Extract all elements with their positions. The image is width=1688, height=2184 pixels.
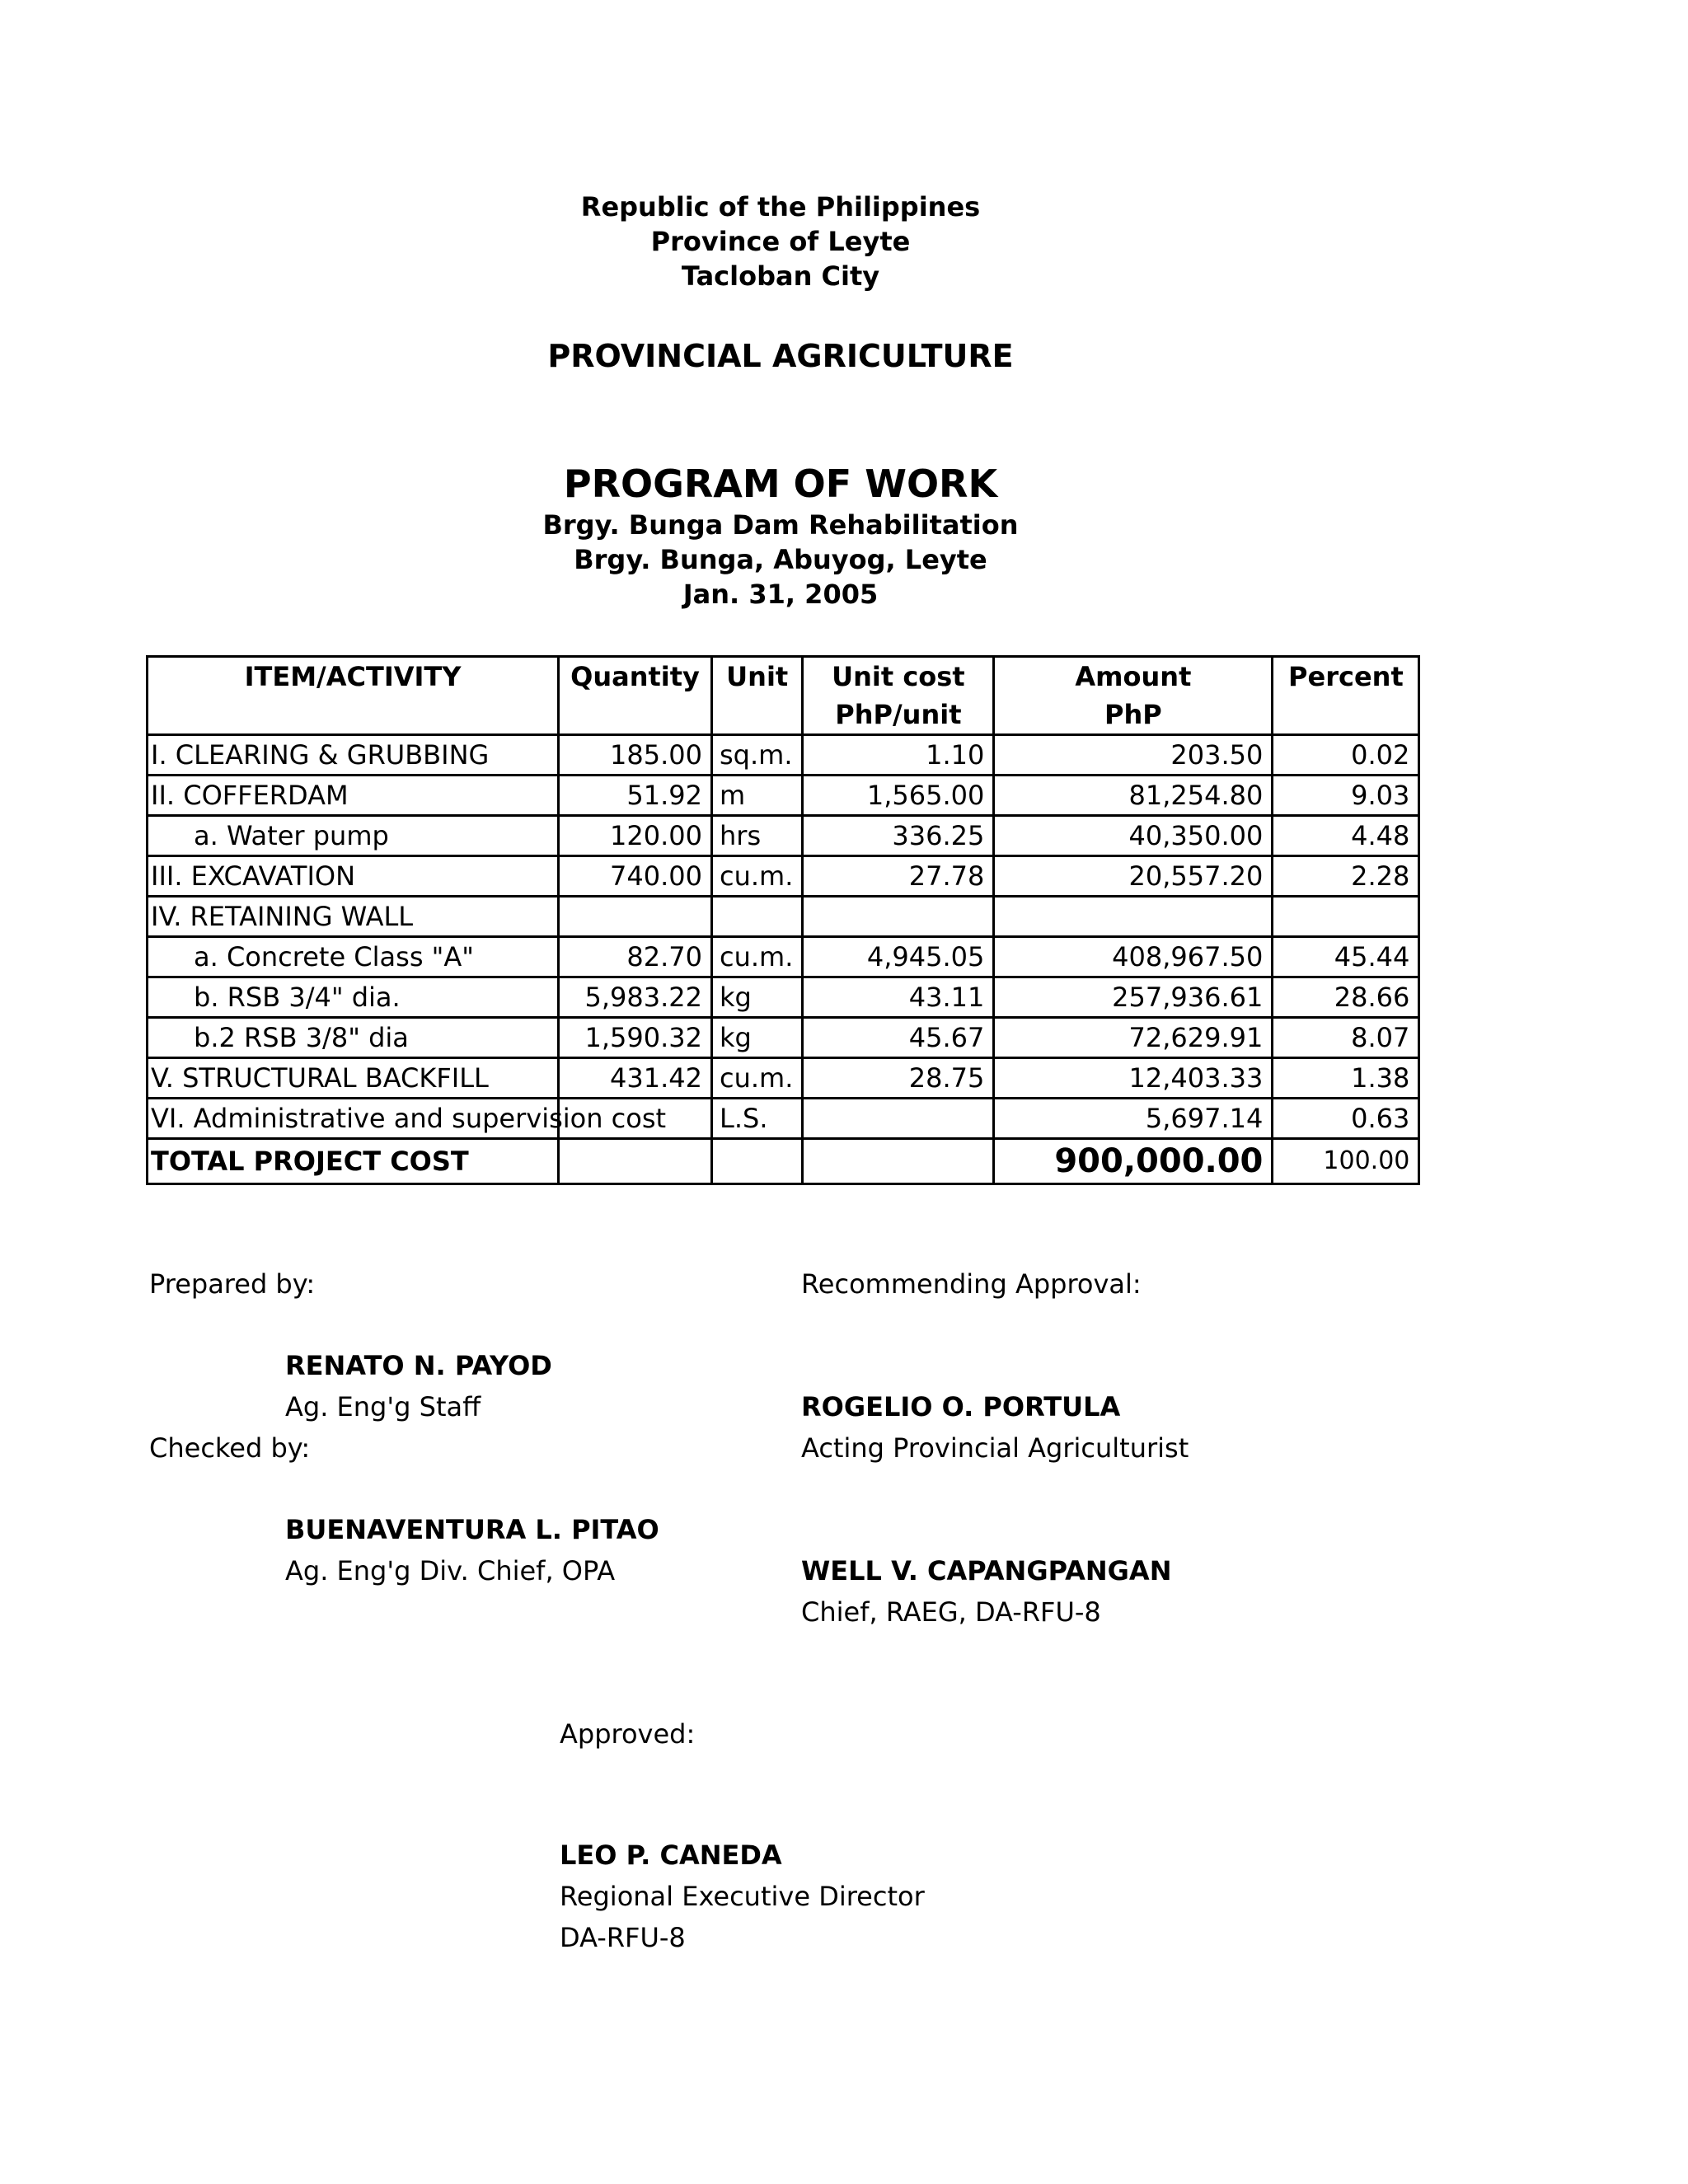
cell-amount: 408,967.50 xyxy=(994,937,1273,977)
project-location: Brgy. Bunga, Abuyog, Leyte xyxy=(574,544,987,575)
cell-percent xyxy=(1273,897,1419,937)
document-date: Jan. 31, 2005 xyxy=(682,579,879,610)
recommender-2-title: Chief, RAEG, DA-RFU-8 xyxy=(801,1596,1101,1628)
cell-percent: 28.66 xyxy=(1273,977,1419,1018)
cell-percent: 9.03 xyxy=(1273,776,1419,816)
approved-label: Approved: xyxy=(560,1718,696,1750)
cell-item: a. Concrete Class "A" xyxy=(148,937,559,977)
cell-quantity: 431.42 xyxy=(559,1058,712,1099)
amount-currency: PhP xyxy=(1104,699,1162,730)
col-header-item: ITEM/ACTIVITY xyxy=(148,657,559,735)
approver-title: Regional Executive Director xyxy=(560,1881,925,1912)
table-row xyxy=(148,977,1419,1018)
checked-by-label: Checked by: xyxy=(149,1432,311,1464)
cell-percent: 45.44 xyxy=(1273,937,1419,977)
header-office: PROVINCIAL AGRICULTURE xyxy=(547,338,1014,374)
cell-percent: 8.07 xyxy=(1273,1018,1419,1058)
cell-percent: 0.63 xyxy=(1273,1099,1419,1139)
cell-item: III. EXCAVATION xyxy=(148,856,559,897)
cell-unit xyxy=(712,897,803,937)
header-city: Tacloban City xyxy=(681,260,880,292)
cell-amount xyxy=(994,897,1273,937)
table-row xyxy=(148,1018,1419,1058)
table-row xyxy=(148,897,1419,937)
cell-quantity: 1,590.32 xyxy=(559,1018,712,1058)
cell-amount: 72,629.91 xyxy=(994,1018,1273,1058)
cell-unit-cost: 336.25 xyxy=(803,816,994,856)
cell-percent: 1.38 xyxy=(1273,1058,1419,1099)
prepared-by-title: Ag. Eng'g Staff xyxy=(285,1391,481,1422)
program-of-work-table xyxy=(146,655,1420,1185)
total-percent: 100.00 xyxy=(1273,1139,1419,1184)
cell-item: V. STRUCTURAL BACKFILL xyxy=(148,1058,559,1099)
recommender-1-title: Acting Provincial Agriculturist xyxy=(801,1432,1189,1464)
col-header-amount xyxy=(994,657,1273,735)
cell-item: a. Water pump xyxy=(148,816,559,856)
cell-amount: 257,936.61 xyxy=(994,977,1273,1018)
checked-by-name: BUENAVENTURA L. PITAO xyxy=(285,1514,659,1545)
cell-amount: 81,254.80 xyxy=(994,776,1273,816)
total-row xyxy=(148,1139,1419,1184)
approver-office: DA-RFU-8 xyxy=(560,1922,686,1953)
col-header-unit: Unit xyxy=(712,657,803,735)
cell-quantity: 5,983.22 xyxy=(559,977,712,1018)
project-name: Brgy. Bunga Dam Rehabilitation xyxy=(542,509,1019,541)
cell-item: I. CLEARING & GRUBBING xyxy=(148,735,559,776)
prepared-by-name: RENATO N. PAYOD xyxy=(285,1350,552,1381)
col-header-percent: Percent xyxy=(1273,657,1419,735)
approver-name: LEO P. CANEDA xyxy=(560,1840,782,1871)
cell-unit-cost xyxy=(803,1099,994,1139)
cell-unit-cost: 43.11 xyxy=(803,977,994,1018)
cell-amount: 40,350.00 xyxy=(994,816,1273,856)
cell-quantity: 82.70 xyxy=(559,937,712,977)
cell-item: VI. Administrative and supervision cost xyxy=(148,1099,559,1139)
table-header-row xyxy=(148,657,1419,735)
unit-cost-label: Unit cost xyxy=(832,661,965,692)
cell-unit-cost: 28.75 xyxy=(803,1058,994,1099)
total-unit-cost xyxy=(803,1139,994,1184)
checked-by-title: Ag. Eng'g Div. Chief, OPA xyxy=(285,1555,616,1586)
total-amount: 900,000.00 xyxy=(994,1139,1273,1184)
total-quantity xyxy=(559,1139,712,1184)
cell-percent: 4.48 xyxy=(1273,816,1419,856)
cell-percent: 2.28 xyxy=(1273,856,1419,897)
recommender-2-name: WELL V. CAPANGPANGAN xyxy=(801,1555,1172,1586)
cell-unit: cu.m. xyxy=(712,856,803,897)
cell-quantity: 51.92 xyxy=(559,776,712,816)
cell-unit: sq.m. xyxy=(712,735,803,776)
cell-quantity: 740.00 xyxy=(559,856,712,897)
table-row xyxy=(148,1058,1419,1099)
cell-item: IV. RETAINING WALL xyxy=(148,897,559,937)
cell-unit-cost xyxy=(803,897,994,937)
amount-label: Amount xyxy=(1075,661,1192,692)
table-row xyxy=(148,735,1419,776)
header-province: Province of Leyte xyxy=(650,226,911,257)
cell-item: b.2 RSB 3/8" dia xyxy=(148,1018,559,1058)
cell-unit: kg xyxy=(712,1018,803,1058)
cell-unit-cost: 27.78 xyxy=(803,856,994,897)
cell-item: b. RSB 3/4" dia. xyxy=(148,977,559,1018)
cell-unit-cost: 1.10 xyxy=(803,735,994,776)
table-row xyxy=(148,776,1419,816)
cell-amount: 12,403.33 xyxy=(994,1058,1273,1099)
table-row xyxy=(148,856,1419,897)
recommender-1-name: ROGELIO O. PORTULA xyxy=(801,1391,1121,1422)
recommending-approval-label: Recommending Approval: xyxy=(801,1268,1142,1300)
unit-cost-currency: PhP/unit xyxy=(835,699,962,730)
col-header-quantity: Quantity xyxy=(559,657,712,735)
cell-quantity xyxy=(559,897,712,937)
cell-unit: hrs xyxy=(712,816,803,856)
cell-unit-cost: 4,945.05 xyxy=(803,937,994,977)
cell-unit-cost: 45.67 xyxy=(803,1018,994,1058)
cell-unit: m xyxy=(712,776,803,816)
document-title: PROGRAM OF WORK xyxy=(563,462,998,506)
cell-amount: 203.50 xyxy=(994,735,1273,776)
table-row xyxy=(148,1099,1419,1139)
total-unit xyxy=(712,1139,803,1184)
cell-unit: L.S. xyxy=(712,1099,803,1139)
cell-quantity: 120.00 xyxy=(559,816,712,856)
table-row xyxy=(148,937,1419,977)
total-label: TOTAL PROJECT COST xyxy=(148,1139,559,1184)
cell-unit: kg xyxy=(712,977,803,1018)
prepared-by-label: Prepared by: xyxy=(149,1268,316,1300)
col-header-unit-cost xyxy=(803,657,994,735)
cell-quantity: 185.00 xyxy=(559,735,712,776)
header-republic: Republic of the Philippines xyxy=(580,191,981,223)
table-row xyxy=(148,816,1419,856)
cell-percent: 0.02 xyxy=(1273,735,1419,776)
cell-unit: cu.m. xyxy=(712,937,803,977)
cell-item: II. COFFERDAM xyxy=(148,776,559,816)
cell-unit-cost: 1,565.00 xyxy=(803,776,994,816)
cell-amount: 5,697.14 xyxy=(994,1099,1273,1139)
cell-unit: cu.m. xyxy=(712,1058,803,1099)
cell-amount: 20,557.20 xyxy=(994,856,1273,897)
